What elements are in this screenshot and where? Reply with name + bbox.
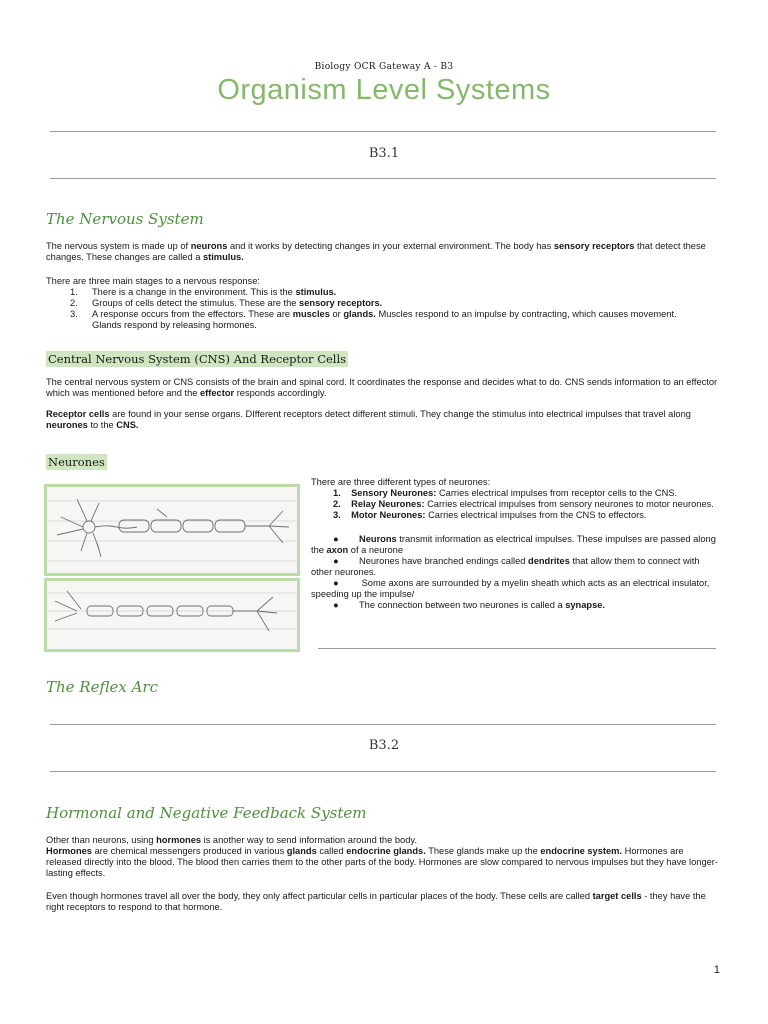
- neurone-sketch-1: [44, 484, 300, 576]
- list-item: 1. There is a change in the environment. This is the stimulus.: [70, 287, 337, 297]
- neurone-drawing-icon: [47, 487, 297, 573]
- paragraph-stages: There are three main stages to a nervous response: 1. There is a change in the environment. This is the stimulus. 2. Groups of cells detect the stimulus. These are the sensory receptors. 3. A response occurs from the effectors. These are muscles or glands. Muscles respond to an impulse by contracting, which causes movement. Glands respond by releasing hormones.: [46, 276, 718, 331]
- paragraph-cns: The central nervous system or CNS consists of the brain and spinal cord. It coordinates the response and decides what to do. CNS sends information to an effector which was mentioned before and the effector responds accordingly.: [46, 377, 718, 398]
- paragraph-hormones: Other than neurons, using hormones is another way to send information around the body. Hormones are chemical messengers produced in various glands called endocrine glands. These glands make up the endocrine system. Hormones are released directly into the blood. The blood then carries them to the other parts of the body. Hormones are slow compared to nervous impulses but they have longer-lasting effects.: [46, 835, 718, 878]
- heading-hormonal: Hormonal and Negative Feedback System: [46, 804, 367, 822]
- paragraph-receptor-cells: Receptor cells are found in your sense organs. DIfferent receptors detect different stimuli. They change the stimulus into electrical impulses that travel along neurones to the CNS.: [46, 409, 691, 430]
- list-item: ● Neurons transmit information as electrical impulses. These impulses are passed along the axon of a neurone: [311, 534, 716, 555]
- divider: [318, 648, 716, 649]
- section-code-b32: B3.2: [368, 738, 400, 753]
- section-code-b31: B3.1: [368, 146, 400, 161]
- list-item: ● Neurones have branched endings called dendrites that allow them to connect with other neurones.: [311, 556, 700, 577]
- subject-kicker: Biology OCR Gateway A - B3: [314, 62, 454, 72]
- list-item: ● The connection between two neurones is called a synapse.: [333, 600, 606, 610]
- divider: [50, 178, 716, 179]
- page-title: Organism Level Systems: [217, 74, 551, 106]
- heading-nervous-system: The Nervous System: [46, 210, 204, 228]
- neurone-drawing-icon: [47, 581, 297, 649]
- neurone-types-text: There are three different types of neurones: 1. Sensory Neurones: Carries electrical impulses from receptor cells to the CNS. 2. Relay Neurones: Carries electrical impulses from sensory neurones to motor neurones. 3. Motor Neurones: Carries electrical impulses from the CNS to effectors. ● Neurons transmit information as electrical impulses. These impulses are passed along the axon of a neurone ● Neurones have branched endings called dendrites that allow them to connect with other neurones. ● Some axons are surrounded by a myelin sheath which acts as an electrical insulator, speeding up the impulse/ ● The connection between two neurones is called a synapse.: [311, 477, 721, 611]
- heading-reflex-arc: The Reflex Arc: [46, 678, 158, 696]
- list-item: 3. A response occurs from the effectors. These are muscles or glands. Muscles respond to an impulse by contracting, which causes movement. Glands respond by releasing hormones.: [70, 309, 677, 330]
- divider: [50, 724, 716, 725]
- heading-neurones: Neurones: [48, 455, 105, 469]
- divider: [50, 131, 716, 132]
- paragraph-target-cells: Even though hormones travel all over the body, they only affect particular cells in particular places of the body. These cells are called target cells - they have the right receptors to respond to that hormone.: [46, 891, 706, 912]
- heading-cns: Central Nervous System (CNS) And Receptor Cells: [48, 352, 347, 366]
- page-number: 1: [713, 964, 720, 976]
- list-item: ● Some axons are surrounded by a myelin sheath which acts as an electrical insulator, speeding up the impulse/: [311, 578, 710, 599]
- stages-list: [46, 287, 718, 331]
- list-item: 2. Groups of cells detect the stimulus. These are the sensory receptors.: [70, 298, 383, 308]
- neurone-sketch-2: [44, 578, 300, 652]
- paragraph-nervous-intro: The nervous system is made up of neurons and it works by detecting changes in your external environment. The body has sensory receptors that detect these changes. These changes are called a stimulus.: [46, 241, 706, 262]
- divider: [50, 771, 716, 772]
